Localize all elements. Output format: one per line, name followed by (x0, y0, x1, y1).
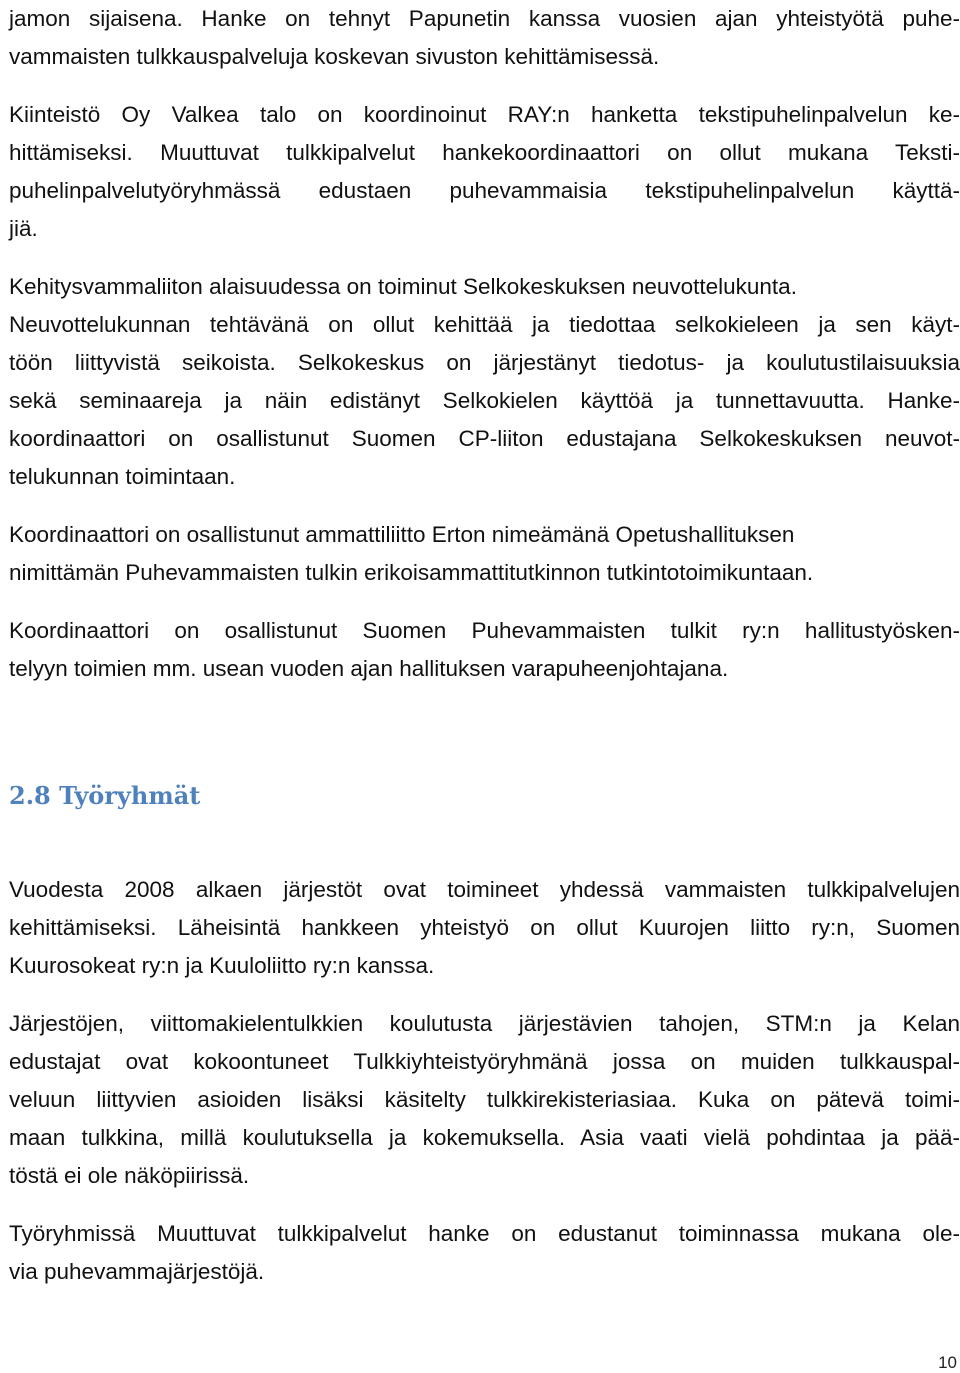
text-line: puhelinpalvelutyöryhmässä edustaen puhevammaisia tekstipuhelinpalvelun käyttä- (9, 178, 960, 203)
text-line: edustajat ovat kokoontuneet Tulkkiyhteistyöryhmänä jossa on muiden tulkkauspal- (9, 1049, 960, 1074)
text-line: Järjestöjen, viittomakielentulkkien koulutusta järjestävien tahojen, STM:n ja Kelan (9, 1011, 960, 1036)
page-number: 10 (938, 1353, 957, 1372)
text-line: hittämiseksi. Muuttuvat tulkkipalvelut hankekoordinaattori on ollut mukana Teksti- (9, 140, 960, 165)
text-line: telyyn toimien mm. usean vuoden ajan hallituksen varapuheenjohtajana. (9, 656, 729, 681)
text-line: kehittämiseksi. Läheisintä hankkeen yhteistyö on ollut Kuurojen liitto ry:n, Suomen (9, 915, 960, 940)
text-line: Kehitysvammaliiton alaisuudessa on toiminut Selkokeskuksen neuvottelukunta. (9, 274, 797, 299)
text-line: telukunnan toimintaan. (9, 464, 236, 489)
paragraph (9, 612, 960, 688)
text-line: jiä. (9, 216, 38, 241)
text-line: töön liittyvistä seikoista. Selkokeskus on järjestänyt tiedotus- ja koulutustilaisuuksia (9, 350, 960, 375)
text-line: Työryhmissä Muuttuvat tulkkipalvelut hanke on edustanut toiminnassa mukana ole- (9, 1221, 960, 1246)
text-line: Neuvottelukunnan tehtävänä on ollut kehittää ja tiedottaa selkokieleen ja sen käyt- (9, 312, 960, 337)
text-line: Kuurosokeat ry:n ja Kuuloliitto ry:n kanssa. (9, 953, 435, 978)
text-line: Kiinteistö Oy Valkea talo on koordinoinut RAY:n hanketta tekstipuhelinpalvelun ke- (9, 102, 960, 127)
text-line: nimittämän Puhevammaisten tulkin erikoisammattitutkinnon tutkintotoimikuntaan. (9, 560, 814, 585)
section-heading: 2.8 Työryhmät (9, 781, 201, 810)
paragraph (9, 871, 960, 985)
paragraph (9, 96, 960, 248)
block-1 (9, 0, 960, 688)
text-line: Koordinaattori on osallistunut ammattiliitto Erton nimeämänä Opetushallituksen (9, 522, 795, 547)
text-line: Koordinaattori on osallistunut Suomen Puhevammaisten tulkit ry:n hallitustyösken- (9, 618, 960, 643)
paragraph (9, 1005, 960, 1195)
text-line: veluun liittyvien asioiden lisäksi käsitelty tulkkirekisteriasiaa. Kuka on pätevä toimi- (9, 1087, 960, 1112)
text-line: via puhevammajärjestöjä. (9, 1259, 265, 1284)
block-2 (9, 871, 960, 1291)
text-line: vammaisten tulkkauspalveluja koskevan sivuston kehittämisessä. (9, 44, 660, 69)
paragraph (9, 516, 960, 592)
text-line: töstä ei ole näköpiirissä. (9, 1163, 250, 1188)
text-line: sekä seminaareja ja näin edistänyt Selkokielen käyttöä ja tunnettavuutta. Hanke- (9, 388, 960, 413)
paragraph (9, 0, 960, 76)
text-line: Vuodesta 2008 alkaen järjestöt ovat toimineet yhdessä vammaisten tulkkipalvelujen (9, 877, 960, 902)
text-line: koordinaattori on osallistunut Suomen CP-liiton edustajana Selkokeskuksen neuvot- (9, 426, 960, 451)
paragraph (9, 1215, 960, 1291)
paragraph (9, 268, 960, 496)
text-line: jamon sijaisena. Hanke on tehnyt Papunetin kanssa vuosien ajan yhteistyötä puhe- (9, 6, 960, 31)
text-line: maan tulkkina, millä koulutuksella ja kokemuksella. Asia vaati vielä pohdintaa ja pää- (9, 1125, 960, 1150)
